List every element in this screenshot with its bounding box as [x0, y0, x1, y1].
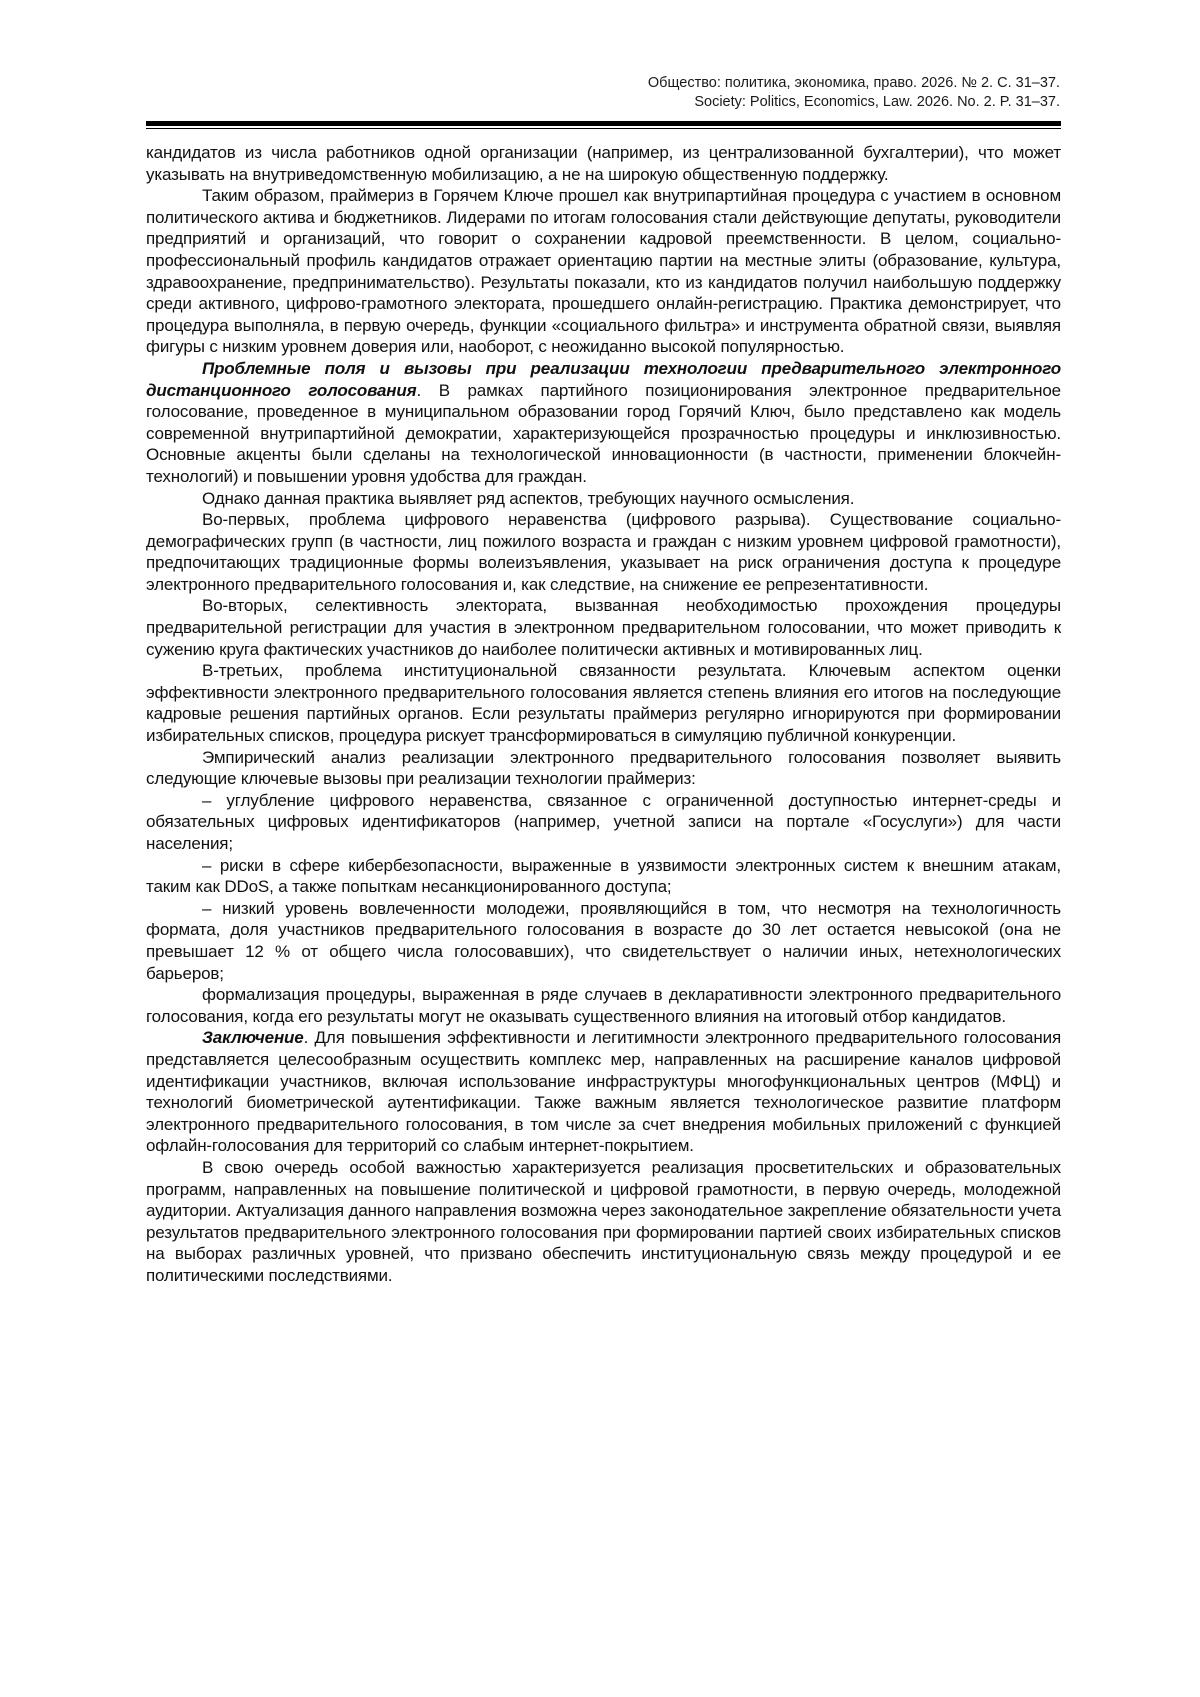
article-body [146, 142, 1061, 1286]
list-item-digital-inequality: – углубление цифрового неравенства, связанное с ограниченной доступностью интернет-среды и обязательных цифровых идентификаторов (например, учетной записи на портале «Госуслуги») для части населения; [146, 790, 1061, 853]
paragraph-4: Однако данная практика выявляет ряд аспектов, требующих научного осмысления. [202, 488, 855, 508]
list-item-youth-engagement: – низкий уровень вовлеченности молодежи, проявляющийся в том, что несмотря на технологичность формата, доля участников предварительного голосования в возрасте до 30 лет остается невысокой (она не превышает 12 % от общего числа голосовавших), что свидетельствует о наличии иных, нетехнологических барьеров; [146, 898, 1061, 983]
paragraph-7: В-третьих, проблема институциональной связанности результата. Ключевым аспектом оценки эффективности электронного предварительного голосования является степень влияния его итогов на последующие кадровые решения партийных органов. Если результаты праймериз регулярно игнорируются при формировании избирательных списков, процедура рискует трансформироваться в симуляцию публичной конкуренции. [146, 661, 1061, 746]
paragraph-conclusion [146, 1027, 1061, 1157]
header-rule-thick [146, 121, 1061, 126]
paragraph-5: Во-первых, проблема цифрового неравенства (цифрового разрыва). Существование социально-демографических групп (в частности, лиц пожилого возраста и граждан с низким уровнем цифровой грамотности), предпочитающих традиционные формы волеизъявления, указывает на риск ограничения доступа к процедуре электронного предварительного голосования и, как следствие, на снижение ее репрезентативности. [146, 510, 1061, 594]
paragraph-8: Эмпирический анализ реализации электронного предварительного голосования позволяет выявить следующие ключевые вызовы при реализации технологии праймериз: [146, 747, 1061, 789]
list-item-cybersecurity: – риски в сфере кибербезопасности, выраженные в уязвимости электронных систем к внешним атакам, таким как DDoS, а также попыткам несанкционированного доступа; [146, 855, 1061, 897]
list-item-formalization: формализация процедуры, выраженная в ряде случаев в декларативности электронного предварительного голосования, когда его результаты могут не оказывать существенного влияния на итоговый отбор кандидатов. [146, 985, 1061, 1026]
paragraph-6: Во-вторых, селективность электората, вызванная необходимостью прохождения процедуры предварительной регистрации для участия в электронном предварительном голосовании, что может приводить к сужению круга фактических участников до наиболее политически активных и мотивированных лиц. [146, 596, 1061, 659]
section-heading-conclusion: Заключение [202, 1028, 304, 1048]
paragraph-1: кандидатов из числа работников одной организации (например, из централизованной бухгалтерии), что может указывать на внутриведомственную мобилизацию, а не на широкую общественную поддержку. [146, 143, 1061, 184]
section-heading-problems: Проблемные поля и вызовы при реализации технологии предварительного электронного дистанционного голосования [146, 358, 1061, 400]
header-rule-thin [146, 128, 1061, 129]
header-citation-ru: Общество: политика, экономика, право. 2026. № 2. С. 31–37. [647, 75, 1060, 91]
paragraph-final: В свою очередь особой важностью характеризуется реализация просветительских и образовательных программ, направленных на повышение политической и цифровой грамотности, в первую очередь, молодежной аудитории. Актуализация данного направления возможна через законодательное закрепление обязательности учета результатов предварительного электронного голосования при формировании партией своих избирательных списков на выборах различных уровней, что призвано обеспечить институциональную связь между процедурой и ее политическими последствиями. [146, 1157, 1061, 1285]
paragraph-conclusion-text: . Для повышения эффективности и легитимности электронного предварительного голосования представляется целесообразным осуществить комплекс мер, направленных на расширение каналов цифровой идентификации участников, включая использование инфраструктуры многофункциональных центров (МФЦ) и технологий биометрической аутентификации. Также важным является технологическое развитие платформ электронного предварительного голосования, в том числе за счет внедрения мобильных приложений с функцией офлайн-голосования для территорий со слабым интернет-покрытием. [146, 1028, 1061, 1156]
paragraph-2: Таким образом, праймериз в Горячем Ключе прошел как внутрипартийная процедура с участием в основном политического актива и бюджетников. Лидерами по итогам голосования стали действующие депутаты, руководители предприятий и организаций, что говорит о сохранении кадровой преемственности. В целом, социально-профессиональный профиль кандидатов отражает ориентацию партии на местные элиты (образование, культура, здравоохранение, предпринимательство). Результаты показали, кто из кандидатов получил наибольшую поддержку среди активного, цифрово-грамотного электората, прошедшего онлайн-регистрацию. Практика демонстрирует, что процедура выполняла, в первую очередь, функции «социального фильтра» и инструмента обратной связи, выявляя фигуры с низким уровнем доверия или, наоборот, с неожиданно высокой популярностью. [146, 186, 1061, 357]
running-header [360, 74, 1060, 112]
paragraph-3 [146, 358, 1061, 488]
header-citation-en: Society: Politics, Economics, Law. 2026. No. 2. P. 31–37. [694, 94, 1060, 110]
paragraph-3-text: . В рамках партийного позиционирования электронное предварительное голосование, проведенное в муниципальном образовании город Горячий Ключ, было представлено как модель современной внутрипартийной демократии, характеризующейся прозрачностью процедуры и инклюзивностью. Основные акценты были сделаны на технологической инновационности (в частности, применении блокчейн-технологий) и повышении уровня удобства для граждан. [146, 380, 1061, 486]
